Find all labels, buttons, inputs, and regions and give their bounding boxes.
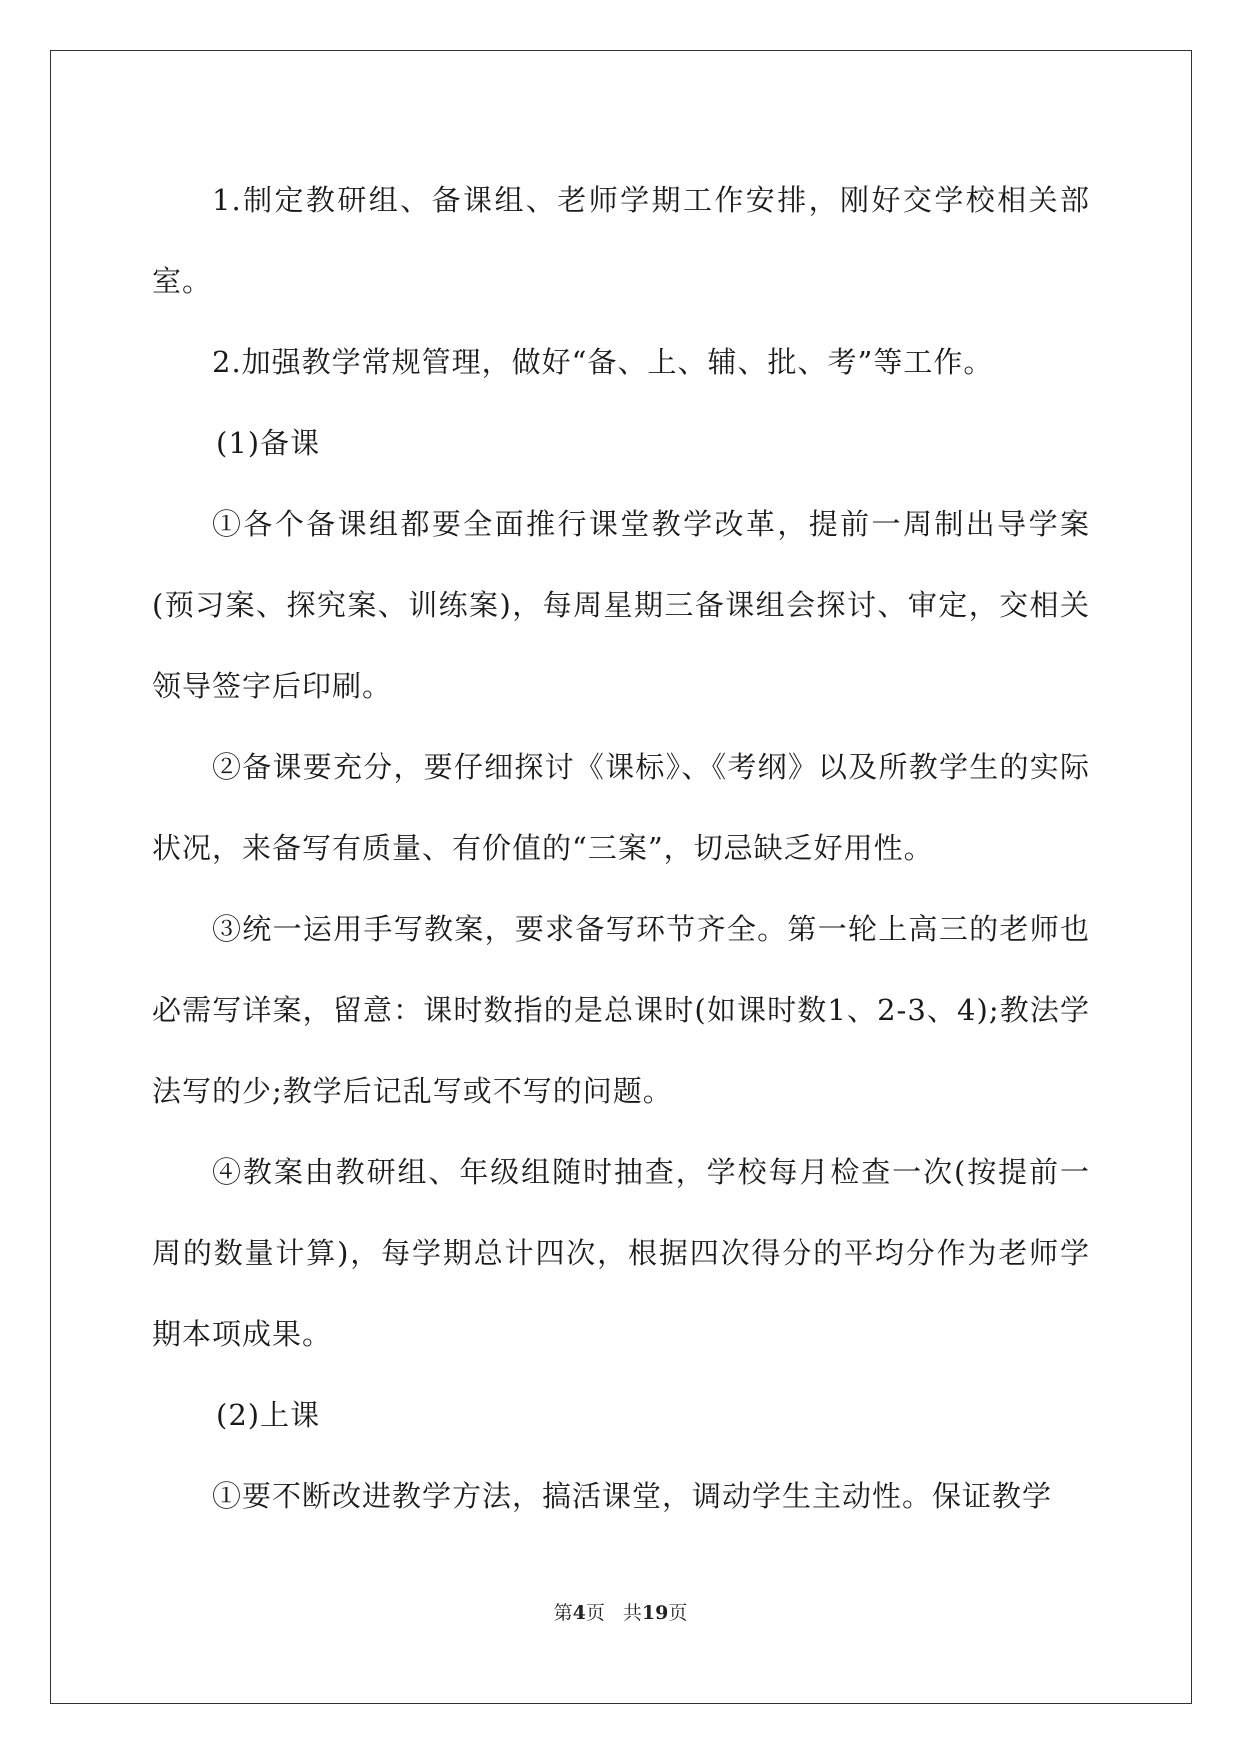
paragraph-7: ④教案由教研组、年级组随时抽查，学校每月检查一次(按提前一周的数量计算)，每学期总计四次，根据四次得分的平均分作为老师学期本项成果。 — [152, 1155, 1090, 1351]
total-pages-number: 19 — [641, 1602, 669, 1624]
paragraph-6: ③统一运用手写教案，要求备写环节齐全。第一轮上高三的老师也必需写详案，留意：课时数指的是总课时(如课时数1、2-3、4);教法学法写的少;教学后记乱写或不写的问题。 — [152, 912, 1090, 1108]
footer-total-prefix: 共 — [622, 1602, 642, 1624]
paragraph-5: ②备课要充分，要仔细探讨《课标》、《考纲》以及所教学生的实际状况，来备写有质量、有价值的“三案”，切忌缺乏好用性。 — [152, 750, 1090, 865]
current-page-number: 4 — [572, 1602, 586, 1624]
paragraph-9: ①要不断改进教学方法，搞活课堂，调动学生主动性。保证教学 — [212, 1479, 1053, 1513]
footer-total-suffix: 页 — [668, 1602, 688, 1624]
paragraph-4: ①各个备课组都要全面推行课堂教学改革，提前一周制出导学案(预习案、探究案、训练案)，每周星期三备课组会探讨、审定，交相关领导签字后印刷。 — [152, 507, 1090, 703]
document-body — [152, 160, 1090, 1537]
paragraph-1: 1.制定教研组、备课组、老师学期工作安排，刚好交学校相关部室。 — [152, 183, 1090, 298]
section-heading-class: (2)上课 — [216, 1398, 321, 1432]
footer-page-suffix: 页 — [585, 1602, 605, 1624]
page-footer — [0, 1598, 1241, 1625]
section-heading-preparation: (1)备课 — [216, 426, 321, 460]
paragraph-2: 2.加强教学常规管理，做好“备、上、辅、批、考”等工作。 — [212, 345, 994, 379]
footer-prefix: 第 — [553, 1602, 573, 1624]
